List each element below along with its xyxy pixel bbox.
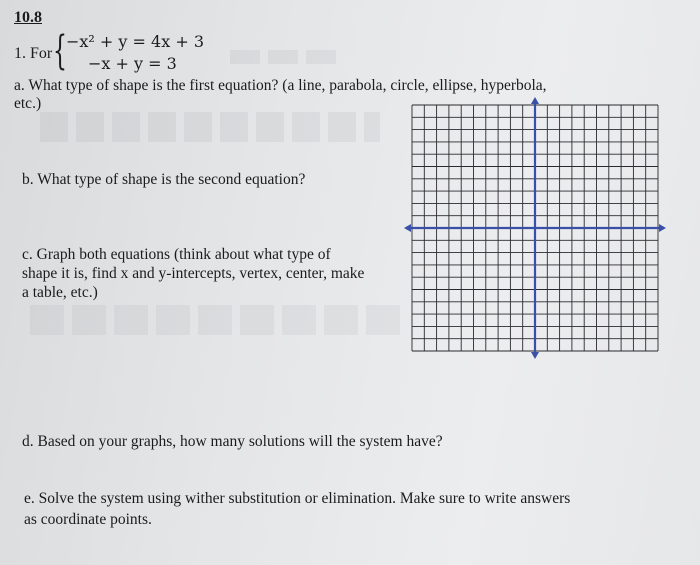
equation-2: −x + y = 3 xyxy=(88,54,177,73)
equation-1: −x² + y = 4x + 3 xyxy=(66,32,204,51)
bleed-through-marks xyxy=(30,305,400,335)
y-axis-arrow-down-icon xyxy=(531,352,539,359)
question-e-line-2: as coordinate points. xyxy=(24,511,152,528)
question-c-line-1: c. Graph both equations (think about what type of xyxy=(22,246,331,263)
system-brace: { xyxy=(53,28,67,74)
coordinate-grid[interactable] xyxy=(404,97,666,362)
x-axis-arrow-left-icon xyxy=(404,224,411,232)
question-c-line-2: shape it is, find x and y-intercepts, vertex, center, make xyxy=(22,265,365,282)
y-axis-arrow-up-icon xyxy=(531,97,539,104)
question-a-line-1: a. What type of shape is the first equation? (a line, parabola, circle, ellipse, hyperbola, xyxy=(14,77,547,94)
question-e-line-1: e. Solve the system using wither substitution or elimination. Make sure to write answers xyxy=(24,490,571,507)
bleed-through-marks xyxy=(40,112,380,142)
question-d: d. Based on your graphs, how many solutions will the system have? xyxy=(22,433,443,450)
coordinate-grid-svg[interactable] xyxy=(404,97,666,362)
question-a-line-2: etc.) xyxy=(14,95,42,112)
question-c-line-3: a table, etc.) xyxy=(22,284,98,301)
bleed-through-marks xyxy=(230,50,340,64)
question-b: b. What type of shape is the second equation? xyxy=(22,171,306,188)
problem-label: 1. For xyxy=(14,45,53,62)
x-axis-arrow-right-icon xyxy=(659,224,666,232)
section-heading: 10.8 xyxy=(14,9,42,26)
